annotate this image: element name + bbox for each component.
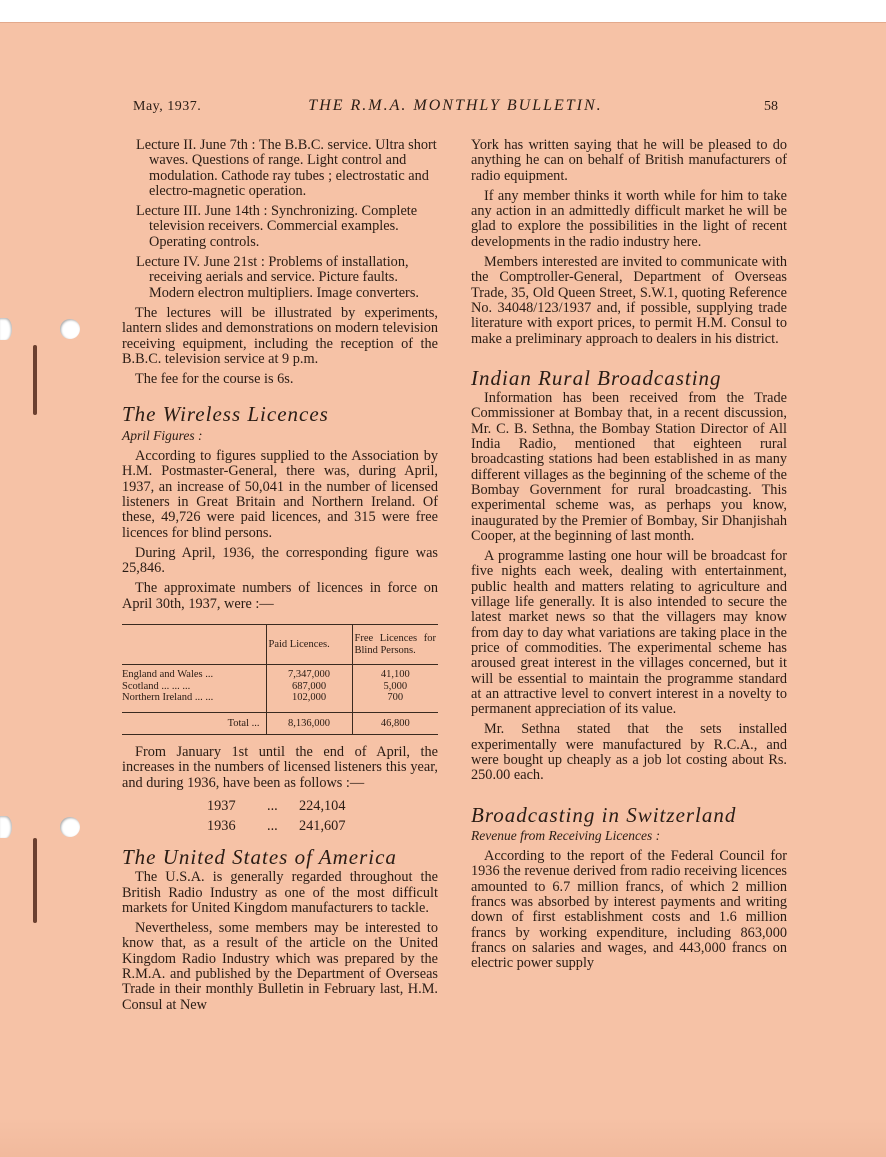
tear-mark [33, 838, 37, 923]
punch-hole-edge [0, 816, 12, 838]
right-column [471, 138, 787, 977]
usa-heading: The United States of America [122, 844, 397, 869]
lecture-item: Lecture III. June 14th : Synchronizing. Complete television receivers. Commercial examples. Operating controls. [136, 203, 418, 250]
paragraph: Members interested are invited to communicate with the Comptroller-General, Department of Overseas Trade, 35, Old Queen Street, S.W.1, quoting Reference No. 34048/123/1937 and, if possible, supplying trade literature with export prices, to permit H.M. Consul to make a preliminary approach to dealers in his district. [471, 254, 787, 347]
paragraph: The U.S.A. is generally regarded throughout the British Radio Industry as one of the most difficult markets for United Kingdom manufacturers to tackle. [122, 869, 438, 916]
page-number: 58 [764, 99, 778, 114]
paragraph: According to the report of the Federal Council for 1936 the revenue derived from radio receiving licences amounted to 6.7 million francs, of which 2 million francs was absorbed by interest payments and writing down of first establishment costs and 1.6 million francs by working expenditure, including 863,000 francs on salaries and wages, and 443,000 francs on electric power supply [471, 848, 787, 972]
increase-row: 1937 ... 224,104 [207, 797, 346, 814]
table-total-row: Total ... 8,136,000 46,800 [122, 712, 438, 735]
table-header-paid: Paid Licences. [266, 625, 352, 665]
wireless-subheading: April Figures : [122, 427, 203, 443]
table-row: Scotland ... ... ... 687,000 5,000 [122, 681, 438, 693]
tear-mark [33, 345, 37, 415]
licence-table [122, 624, 438, 735]
switzerland-heading: Broadcasting in Switzerland [471, 802, 737, 827]
paragraph: Information has been received from the Trade Commissioner at Bombay that, in a recent discussion, Mr. C. B. Sethna, the Bombay Station Director of All India Radio, mentioned that eighteen rural broadcasting stations had been established in as many different villages as the beginning of the scheme of the Bombay Government for rural broadcasting. This experimental scheme was, as perhaps you know, inaugurated by the Premier of Bombay, Sir Dhanjishah Cooper, at the beginning of last month. [471, 390, 787, 544]
left-column [122, 138, 438, 1018]
issue-date: May, 1937. [133, 99, 202, 114]
table-header-empty [122, 625, 266, 665]
switzerland-subheading: Revenue from Receiving Licences : [471, 827, 661, 843]
paragraph: If any member thinks it worth while for him to take any action in an admittedly difficult market he will be glad to explore the possibilities in the light of recent developments in the radio industry here. [471, 187, 787, 250]
punch-hole-edge [0, 318, 12, 340]
punch-hole [60, 817, 80, 837]
lecture-item: Lecture II. June 7th : The B.B.C. service. Ultra short waves. Questions of range. Light control and modulation. Cathode ray tubes ; electrostatic and electro-magnetic operation. [136, 137, 437, 199]
paragraph: A programme lasting one hour will be broadcast for five nights each week, dealing with entertainment, public health and matters relating to agriculture and village life generally. It is also intended to secure the latest market news so that the villagers may know from day to day what variations are taking place in the price of commodities. The experimental scheme has aroused great interest in the villages concerned, but it will be essential to maintain the programme standard at an attractive level to convert interest in a novelty to permanent appreciation of its value. [471, 548, 787, 718]
paragraph: From January 1st until the end of April, the increases in the numbers of licensed listeners this year, and during 1936, have been as follows :— [122, 744, 438, 791]
running-head [133, 96, 778, 118]
paragraph: Mr. Sethna stated that the sets installed experimentally were manufactured by R.C.A., and were bought up cheaply as a job lot costing about Rs. 250.00 each. [471, 721, 787, 784]
paragraph: York has written saying that he will be pleased to do anything he can on behalf of British manufacturers of radio equipment. [471, 137, 787, 184]
lecture-fee: The fee for the course is 6s. [135, 371, 294, 388]
increase-figures [122, 796, 438, 836]
paragraph: Nevertheless, some members may be interested to know that, as a result of the article on the United Kingdom Radio Industry which was prepared by the R.M.A. and published by the Department of Overseas Trade in their monthly Bulletin in February last, H.M. Consul at New [122, 920, 438, 1013]
india-heading: Indian Rural Broadcasting [471, 365, 722, 390]
paragraph: During April, 1936, the corresponding figure was 25,846. [122, 544, 438, 577]
publication-title: THE R.M.A. MONTHLY BULLETIN. [308, 97, 603, 114]
wireless-licences-heading: The Wireless Licences [122, 402, 329, 427]
table-row: England and Wales ... 7,347,000 41,100 [122, 665, 438, 681]
increase-row: 1936 ... 241,607 [207, 817, 346, 834]
table-row: Northern Ireland ... ... 102,000 700 [122, 692, 438, 712]
lecture-item: Lecture IV. June 21st : Problems of installation, receiving aerials and service. Picture faults. Modern electron multipliers. Image converters. [136, 254, 419, 301]
table-header-free: Free Licences for Blind Persons. [352, 625, 438, 665]
paragraph: According to figures supplied to the Association by H.M. Postmaster-General, there was, during April, 1937, an increase of 50,041 in the number of licensed listeners in Great Britain and Northern Ireland. Of these, 49,726 were paid licences, and 315 were free licences for blind persons. [122, 448, 438, 541]
paragraph: The approximate numbers of licences in force on April 30th, 1937, were :— [122, 580, 438, 612]
lecture-note: The lectures will be illustrated by experiments, lantern slides and demonstrations on modern television receiving equipment, including the reception of the B.B.C. television service at 9 p.m. [122, 304, 438, 367]
punch-hole [60, 319, 80, 339]
